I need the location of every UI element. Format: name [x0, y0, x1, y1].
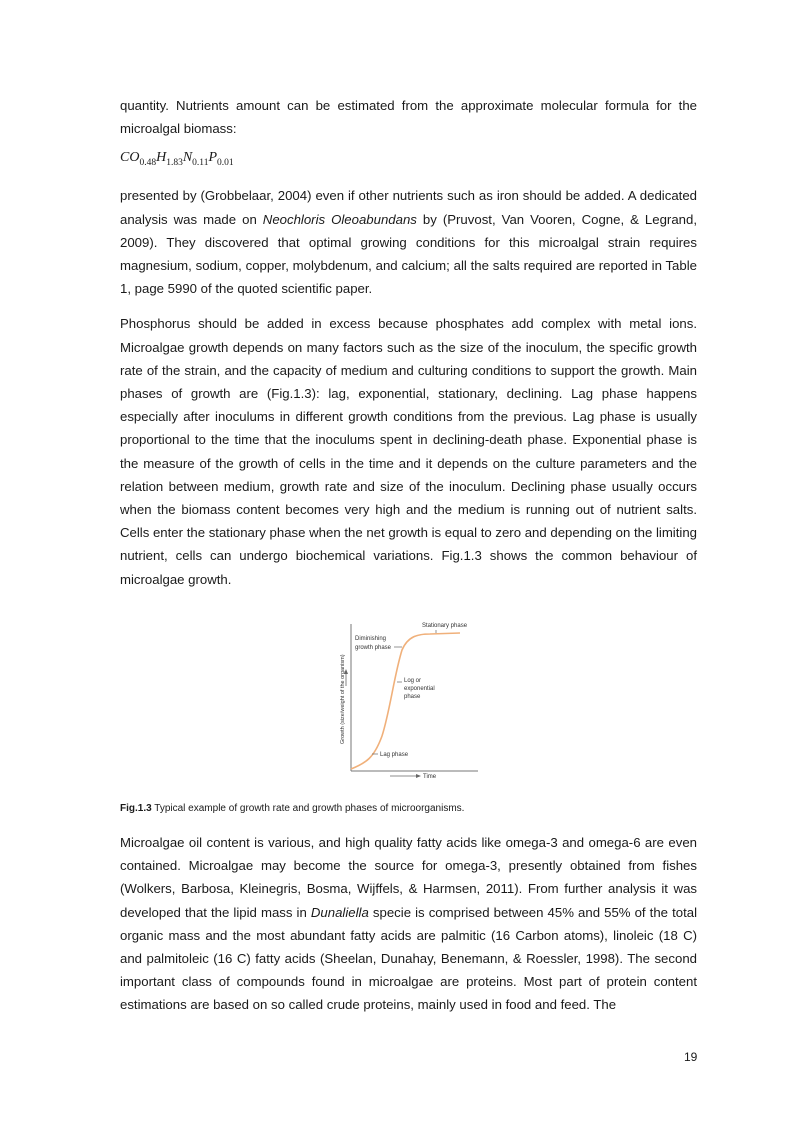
paragraph-3: Phosphorus should be added in excess because phosphates add complex with metal ions. Microalgae growth depends on many factors such as the size of the inoculum, the specific growth rate of the strain, and the capacity of medium and culturing conditions to support the growth. Main phases of growth are (Fig.1.3): lag, exponential, stationary, declining. Lag phase happens especially after inoculums in different growth conditions from the previous. Lag phase is usually proportional to the time that the inoculums spent in declining-death phase. Exponential phase is the measure of the growth of cells in the time and it depends on the culture parameters and the relation between medium, growth rate and size of the inoculum. Declining phase usually occurs when the biomass content becomes very high and the medium is running out of nutrient salts. Cells enter the stationary phase when the net growth is equal to zero and depending on the limiting nutrient, cells can undergo biochemical variations. Fig.1.3 shows the common behaviour of microalgae growth.: [120, 316, 697, 587]
caption-text: Typical example of growth rate and growth phases of microorganisms.: [151, 803, 465, 814]
growth-curve: [351, 633, 460, 769]
lag-label: Lag phase: [380, 752, 409, 758]
caption-label: Fig.1.3: [120, 803, 152, 814]
page-content-lower: [120, 831, 697, 1017]
stationary-label: Stationary phase: [422, 623, 468, 629]
formula-term-n: $N_{0.11}$: [182, 150, 209, 169]
log-label-2: exponential: [404, 686, 435, 692]
figure-caption: [120, 803, 464, 814]
log-label-1: Log or: [404, 678, 422, 684]
species-name: Neochloris Oleoabundans: [262, 211, 417, 227]
y-axis-label: Growth (size/weight of the organism): [340, 654, 346, 744]
formula-term-c: $CO_{0.48}$: [120, 150, 157, 169]
genus-name: Dunaliella: [310, 904, 369, 920]
growth-phase-figure: [318, 616, 488, 784]
paragraph-2: presented by (Grobbelaar, 2004) even if other nutrients such as iron should be added. A dedicated analysis was made on Neochloris Oleoabundans by (Pruvost, Van Vooren, Cogne, & Legrand, 2009). They discovered that optimal growing conditions for this microalgal strain requires magnesium, sodium, copper, molybdenum, and calcium; all the salts required are reported in Table 1, page 5990 of the quoted scientific paper.: [120, 188, 697, 297]
paragraph-4: Microalgae oil content is various, and high quality fatty acids like omega-3 and omega-6 are even contained. Microalgae may become the source for omega-3, presently obtained from fishes (Wolkers, Barbosa, Kleinegris, Bosma, Wijffels, & Harmsen, 2011). From further analysis it was developed that the lipid mass in Dunaliella specie is comprised between 45% and 55% of the total organic mass and the most abundant fatty acids are palmitic (16 Carbon atoms), linoleic (18 C) and palmitoleic (16 C) fatty acids (Sheelan, Dunahay, Benemann, & Roessler, 1998). The second important class of compounds found in microalgae are proteins. Most part of protein content estimations are based on so called crude proteins, mainly used in food and feed. The: [120, 835, 697, 1013]
formula-term-h: $H_{1.83}$: [156, 150, 183, 169]
formula-term-p: $P_{0.01}$: [208, 150, 234, 169]
page-number: 19: [684, 1050, 698, 1064]
diminishing-label-1: Diminishing: [355, 636, 387, 642]
diminishing-label-2: growth phase: [355, 645, 392, 651]
x-arrow-head: [416, 774, 421, 778]
paragraph-1: quantity. Nutrients amount can be estimated from the approximate molecular formula for the microalgal biomass:: [120, 98, 697, 137]
page-content: [120, 94, 697, 591]
biomass-formula: [120, 150, 697, 174]
growth-curve-svg: [318, 616, 488, 784]
log-label-3: phase: [404, 694, 421, 700]
x-axis-label: Time: [423, 774, 437, 780]
